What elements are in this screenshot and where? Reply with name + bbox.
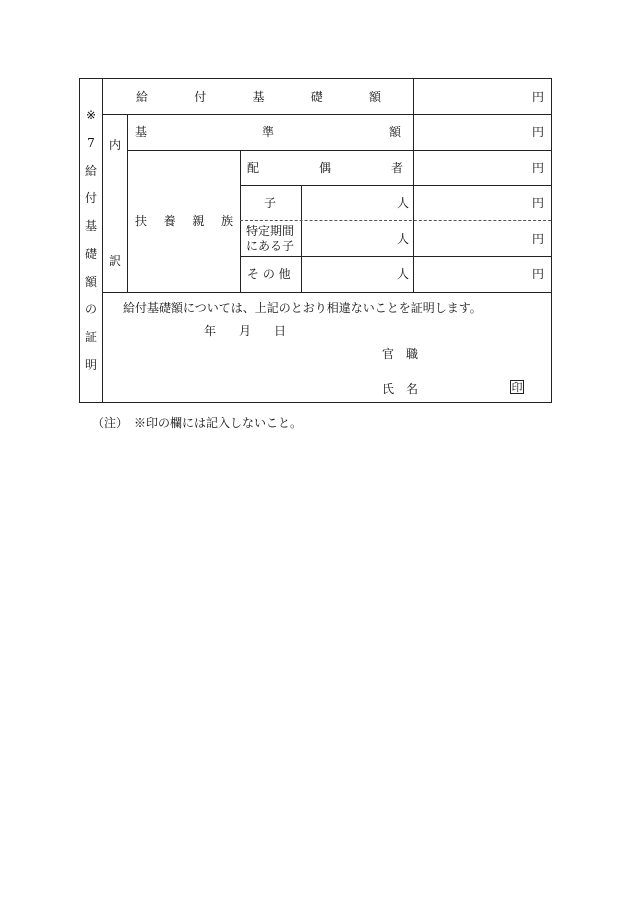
uchiwake-top: 内 [109,138,122,152]
fuyo-shinzoku-label: 扶 養 親 族 [135,214,233,228]
certification-form [79,78,552,403]
row-divider-5 [102,292,551,293]
row-divider-3 [240,185,551,186]
seal-mark: 印 [511,380,523,394]
date-month-label: 月 [239,324,252,338]
col-divider-fuyo [240,150,241,292]
date-year-label: 年 [204,324,217,338]
tokutei-count-unit: 人 [397,232,410,246]
row-divider-2 [127,150,551,151]
footnote: （注） ※印の欄には記入しないこと。 [92,416,303,430]
kyufu-kiso-unit: 円 [532,90,545,104]
row-divider-dashed [240,220,551,221]
name-label: 氏 名 [382,382,418,396]
ko-unit: 円 [532,196,545,210]
ko-count-unit: 人 [397,196,410,210]
uchiwake-bottom: 訳 [109,254,122,268]
side-label: ※ 7 給 付 基 礎 額 の 証 明 [84,108,97,372]
tokutei-label-line1: 特定期間 [246,224,295,238]
kijun-label: 基 準 額 [135,125,401,139]
kijun-unit: 円 [532,125,545,139]
tokutei-label-line2: にある子 [246,239,295,253]
kyufu-kiso-label: 給 付 基 礎 額 [136,90,381,104]
col-divider-side [102,79,103,402]
row-divider-1 [102,114,551,115]
haigusha-label: 配 偶 者 [247,161,403,175]
row-divider-4 [240,256,551,257]
sonota-count-unit: 人 [397,267,410,281]
col-divider-count [301,185,302,292]
haigusha-unit: 円 [532,161,545,175]
tokutei-unit: 円 [532,232,545,246]
certification-statement: 給付基礎額については、上記のとおり相違ないことを証明します。 [123,301,482,315]
sonota-label: そ の 他 [247,267,291,281]
date-day-label: 日 [274,324,287,338]
col-divider-uchiwake [127,114,128,292]
official-title-label: 官 職 [382,347,418,361]
sonota-unit: 円 [532,267,545,281]
ko-label: 子 [264,196,277,210]
